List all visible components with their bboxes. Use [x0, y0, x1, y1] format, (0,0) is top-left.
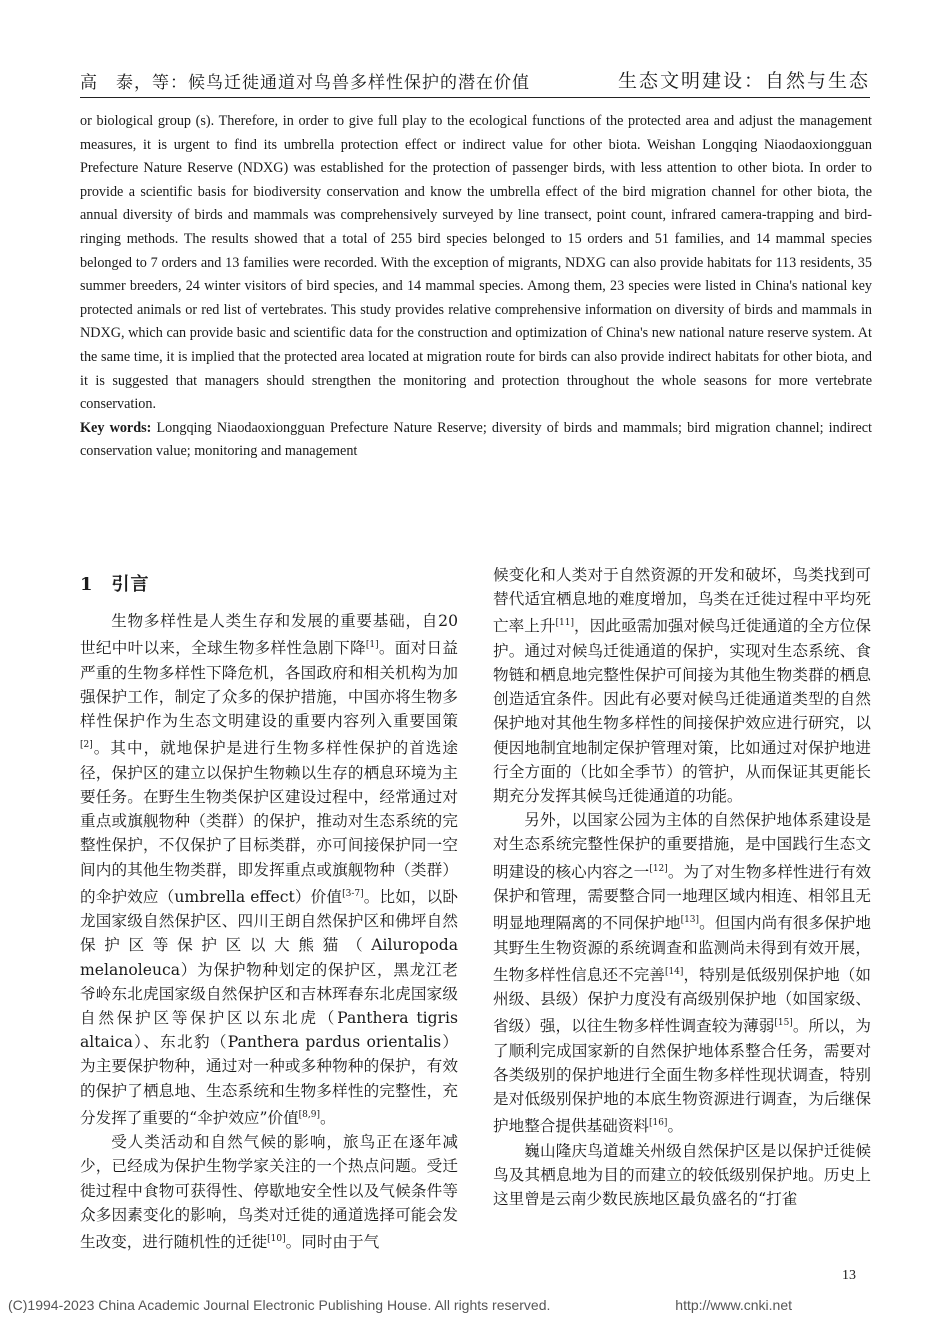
left-column: [80, 563, 458, 1254]
section-title: 引言: [111, 574, 150, 595]
copyright-notice: (C)1994-2023 China Academic Journal Electronic Publishing House. All rights reserved.: [8, 1297, 551, 1313]
citation[interactable]: [12]: [649, 863, 668, 874]
citation[interactable]: [15]: [774, 1018, 793, 1029]
citation[interactable]: [10]: [267, 1234, 286, 1245]
paragraph: 生物多样性是人类生存和发展的重要基础，自20世纪中叶以来，全球生物多样性急剧下降[1]。面对日益严重的生物多样性下降危机，各国政府和相关机构为加强保护工作，制定了众多的保护措施，中国亦将生物多样性保护作为生态文明建设的重要内容列入重要国策[2]。其中，就地保护是进行生物多样性保护的首选途径，保护区的建立以保护生物赖以生存的栖息环境为主要任务。在野生生物类保护区建设过程中，经常通过对重点或旗舰物种（类群）的保护，推动对生态系统的完整性保护，不仅保护了目标类群，亦可间接保护同一空间内的其他生物类群，即发挥重点或旗舰物种（类群）的伞护效应（umbrella effect）价值[3-7]。比如，以卧龙国家级自然保护区、四川王朗自然保护区和佛坪自然保护区等保护区以大熊猫（Ailuropoda melanoleuca）为保护物种划定的保护区，黑龙江老爷岭东北虎国家级自然保护区和吉林珲春东北虎国家级自然保护区等保护区以东北虎（Panthera tigris altaica）、东北豹（Panthera pardus orientalis）为主要保护物种，通过对一种或多种物种的保护，有效的保护了栖息地、生态系统和生物多样性的完整性，充分发挥了重要的“伞护效应”价值[8,9]。: [80, 612, 458, 1128]
keywords-line: [80, 417, 872, 464]
keywords-text: Longqing Niaodaoxiongguan Prefecture Nature Reserve; diversity of birds and mammals; bird migration channel; indirect conservation value; monitoring and management: [80, 419, 872, 460]
section-heading: [80, 573, 458, 597]
section-number: 1: [80, 574, 94, 595]
paragraph: 另外，以国家公园为主体的自然保护地体系建设是对生态系统完整性保护的重要措施，是中国践行生态文明建设的核心内容之一[12]。为了对生物多样性进行有效保护和管理，需要整合同一地理区域内相连、相邻且无明显地理隔离的不同保护地[13]。但国内尚有很多保护地其野生生物资源的系统调查和监测尚未得到有效开展，生物多样性信息还不完善[14]，特别是低级别保护地（如州级、县级）保护力度没有高级别保护地（如国家级、省级）强，以往生物多样性调查较为薄弱[15]。所以，为了顺利完成国家新的自然保护地体系整合任务，需要对各类级别的保护地进行全面生物多样性现状调查，特别是对低级别保护地的本底生物资源进行调查，为后继保护地整合提供基础资料[16]。: [493, 811, 871, 1136]
citation[interactable]: [8,9]: [298, 1109, 321, 1120]
citation[interactable]: [1]: [365, 640, 379, 651]
header-authors-title: 高 泰，等：候鸟迁徙通道对鸟兽多样性保护的潜在价值: [80, 73, 530, 93]
citation[interactable]: [14]: [664, 966, 684, 977]
paragraph: 候变化和人类对于自然资源的开发和破坏，鸟类找到可替代适宜栖息地的难度增加，鸟类在迁徙过程中平均死亡率上升[11]，因此亟需加强对候鸟迁徙通道的全方位保护。通过对候鸟迁徙通道的保护，实现对生态系统、食物链和栖息地完整性保护可间接为其他生物类群的栖息创造适宜条件。因此有必要对候鸟迁徙通道类型的自然保护地对其他生物多样性的间接保护效应进行研究，以便因地制宜地制定保护管理对策，比如通过对保护地进行全方面的（比如全季节）的管护，从而保证其更能长期充分发挥其候鸟迁徙通道的功能。: [493, 566, 871, 806]
english-abstract: [80, 110, 872, 464]
right-column: [493, 563, 871, 1211]
paragraph: 巍山隆庆鸟道雄关州级自然保护区是以保护迁徙候鸟及其栖息地为目的而建立的较低级别保护地。历史上这里曾是云南少数民族地区最负盛名的“打雀: [493, 1141, 871, 1209]
running-header: [80, 66, 870, 96]
citation[interactable]: [16]: [648, 1118, 668, 1129]
abstract-text: or biological group (s). Therefore, in order to give full play to the ecological functions of the protected area and adjust the management measures, it is urgent to find its umbrella protection effect or indirect value for other biota. Weishan Longqing Niaodaoxiongguan Prefecture Nature Reserve (NDXG) was established for the protection of passenger birds, with less attention to other biota. In order to provide a scientific basis for biodiversity conservation and know the umbrella effect of the bird migration channel for other biota, the annual diversity of birds and mammals was comprehensively surveyed by line transect, point count, infrared camera-trapping and bird-ringing methods. The results showed that a total of 255 bird species belonged to 15 orders and 51 families, and 14 mammal species belonged to 7 orders and 13 families were recorded. With the exception of migrants, NDXG can also provide habitats for 113 residents, 35 summer breeders, 24 winter visitors of bird species, and 14 mammal species. Among them, 23 species were listed in China's national key protected animals or red list of vertebrates. This study provides relative comprehensive information on diversity of birds and mammals in NDXG, which can provide basic and scientific data for the construction and optimization of China's new national nature reserve system. At the same time, it is implied that the protected area located at migration route for birds can also provide indirect habitats for other biota, and it is suggested that managers should strengthen the monitoring and protection throughout the whole seasons for more vertebrate conservation.: [80, 113, 872, 413]
citation[interactable]: [3-7]: [342, 888, 364, 899]
header-rule: [80, 97, 870, 98]
paragraph: 受人类活动和自然气候的影响，旅鸟正在逐年减少，已经成为保护生物学家关注的一个热点问题。受迁徙过程中食物可获得性、停歇地安全性以及气候条件等众多因素变化的影响，鸟类对迁徙的通道选择可能会发生改变，进行随机性的迁徙[10]。同时由于气: [80, 1133, 458, 1252]
keywords-label: Key words:: [80, 419, 152, 436]
cnki-link[interactable]: http://www.cnki.net: [675, 1297, 792, 1313]
page-number: 13: [842, 1268, 856, 1283]
header-journal-section: 生态文明建设：自然与生态: [617, 70, 870, 92]
citation[interactable]: [2]: [80, 740, 93, 751]
citation[interactable]: [13]: [680, 915, 700, 926]
citation[interactable]: [11]: [555, 618, 575, 629]
